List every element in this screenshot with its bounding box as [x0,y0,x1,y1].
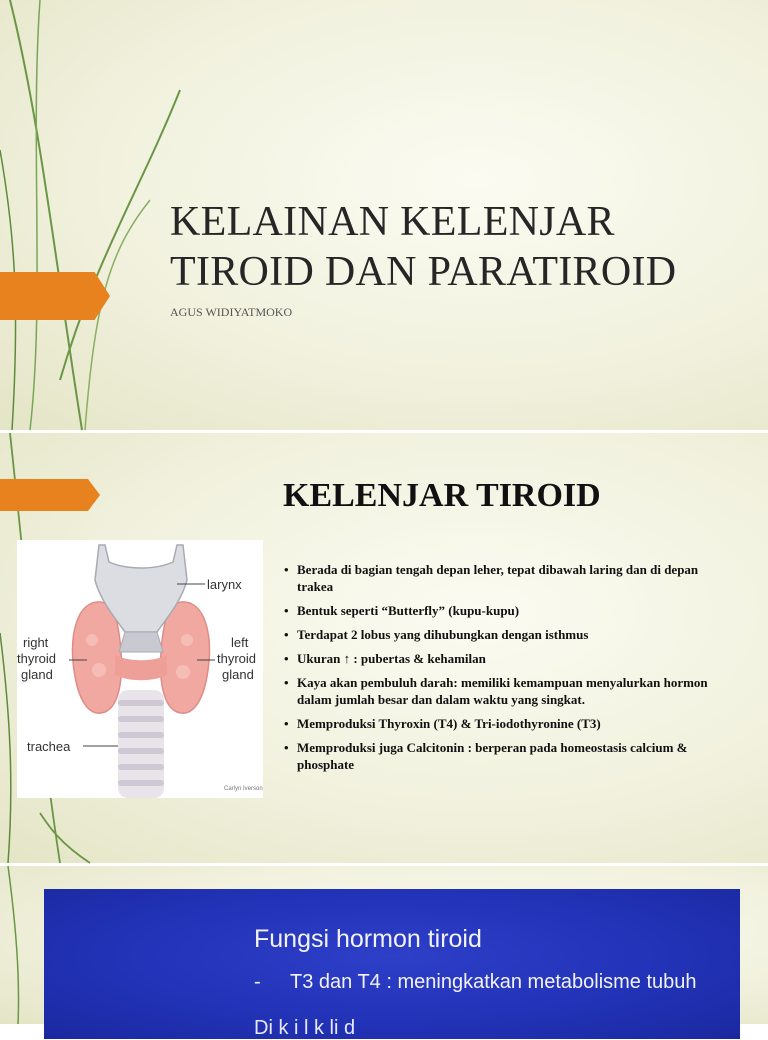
title-slide [0,0,768,430]
label-left-3: gland [222,667,254,682]
bullet-item: • Bentuk seperti “Butterfly” (kupu-kupu) [284,602,724,619]
thyroid-anatomy-image [17,540,263,798]
author-name: AGUS WIDIYATMOKO [170,305,293,319]
bullet-list [284,561,724,780]
trachea-drawing [118,690,164,798]
list-dash: - [254,971,261,993]
slide-title-line-2: TIROID DAN PARATIROID [170,249,677,295]
hormone-function-slide [0,866,768,1039]
bullet-item: • Berada di bagian tengah depan leher, tepat dibawah laring dan di depan trakea [284,561,724,595]
bullet-item: • Kaya akan pembuluh darah: memiliki kemampuan menyalurkan hormon dalam jumlah besar dan dalam waktu yang singkat. [284,674,724,708]
label-right-2: thyroid [17,651,57,666]
blue-content-panel [44,889,740,1039]
label-left-1: left [231,635,249,650]
orange-tab [0,272,110,320]
panel-list-item [254,971,734,994]
label-right-3: gland [21,667,53,682]
slide-title: KELENJAR TIROID [283,477,601,514]
slide-title-line-1: KELAINAN KELENJAR [170,199,615,245]
label-trachea: trachea [27,739,71,754]
panel-item-text: T3 dan T4 : meningkatkan metabolisme tubuh [290,971,697,993]
slide-title [170,197,730,297]
label-right-1: right [23,635,49,650]
label-left-2: thyroid [217,651,257,666]
content-slide [0,433,768,863]
image-credit: Carlyn Iverson [224,786,263,792]
bullet-item: • Memproduksi Thyroxin (T4) & Tri-iodothyronine (T3) [284,715,724,732]
bullet-item: • Ukuran ↑ : pubertas & kehamilan [284,650,724,667]
label-larynx: larynx [207,577,242,592]
panel-item-partial: Di k i l k li d [254,1017,356,1039]
panel-title: Fungsi hormon tiroid [254,925,482,953]
bullet-item: • Terdapat 2 lobus yang dihubungkan dengan isthmus [284,626,724,643]
orange-tab [0,479,100,511]
bullet-item: • Memproduksi juga Calcitonin : berperan pada homeostasis calcium & phosphate [284,739,724,773]
